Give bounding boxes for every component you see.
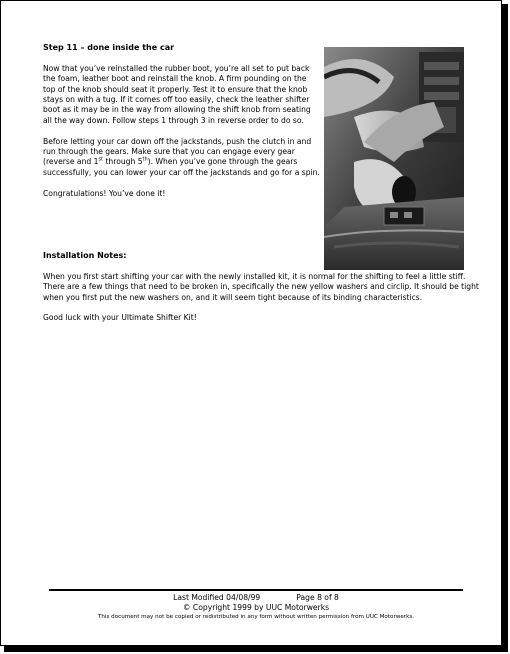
paragraph-congrats: Congratulations! You’ve done it! (43, 188, 166, 198)
superscript-th: th (142, 156, 148, 163)
paragraph-gears-part-c: ). When you’ve gone through the gears successfully, you can lower your car off the jackstands and go for a spin. (43, 157, 320, 177)
footer-rule (49, 589, 463, 591)
footer-page-number: Page 8 of 8 (296, 593, 339, 602)
notes-paragraph-stiff: When you first start shifting your car with the newly installed kit, it is normal for the shifting to feel a little stiff. There are a few things that need to be broken in, specifically the new yellow washers and circlip. It should be tight when you first put the new washers on, and it will seem tight because of its binding characteristics. (43, 271, 479, 302)
page-shadow-bottom (4, 646, 508, 652)
paragraph-gears-part-b: through 5 (103, 157, 143, 167)
superscript-st: st (98, 156, 104, 163)
page-shadow-right (502, 4, 508, 650)
main-text-column (43, 43, 321, 209)
notes-heading: Installation Notes: (43, 251, 127, 260)
step-heading: Step 11 – done inside the car (43, 43, 175, 52)
footer-copyright: © Copyright 1999 by UUC Motorwerks (182, 603, 330, 612)
notes-paragraph-good-luck: Good luck with your Ultimate Shifter Kit! (43, 313, 197, 323)
paragraph-gears (43, 137, 321, 179)
installation-notes (43, 251, 483, 334)
footer-last-modified: Last Modified 04/08/99 (173, 593, 261, 602)
paragraph-reinstall: Now that you’ve reinstalled the rubber boot, you’re all set to put back the foam, leather boot and reinstall the knob. A firm pounding on the top of the knob should seat it properly. Test it to ensure that the knob stays on with a tug. If it comes off too easily, check the leather shifter boot as it may be in the way from allowing the shift knob from seating all the way down. Follow steps 1 through 3 in reverse order to do so. (43, 63, 311, 125)
shifter-photo (324, 47, 464, 270)
page-footer (49, 593, 463, 621)
paragraph-gears-part-a: Before letting your car down off the jackstands, push the clutch in and run through the gears. Make sure that you can engage every gear (reverse and 1 (43, 136, 312, 167)
footer-notice: This document may not be copied or redistributed in any form without written permission from UUC Motorwerks. (97, 614, 415, 620)
